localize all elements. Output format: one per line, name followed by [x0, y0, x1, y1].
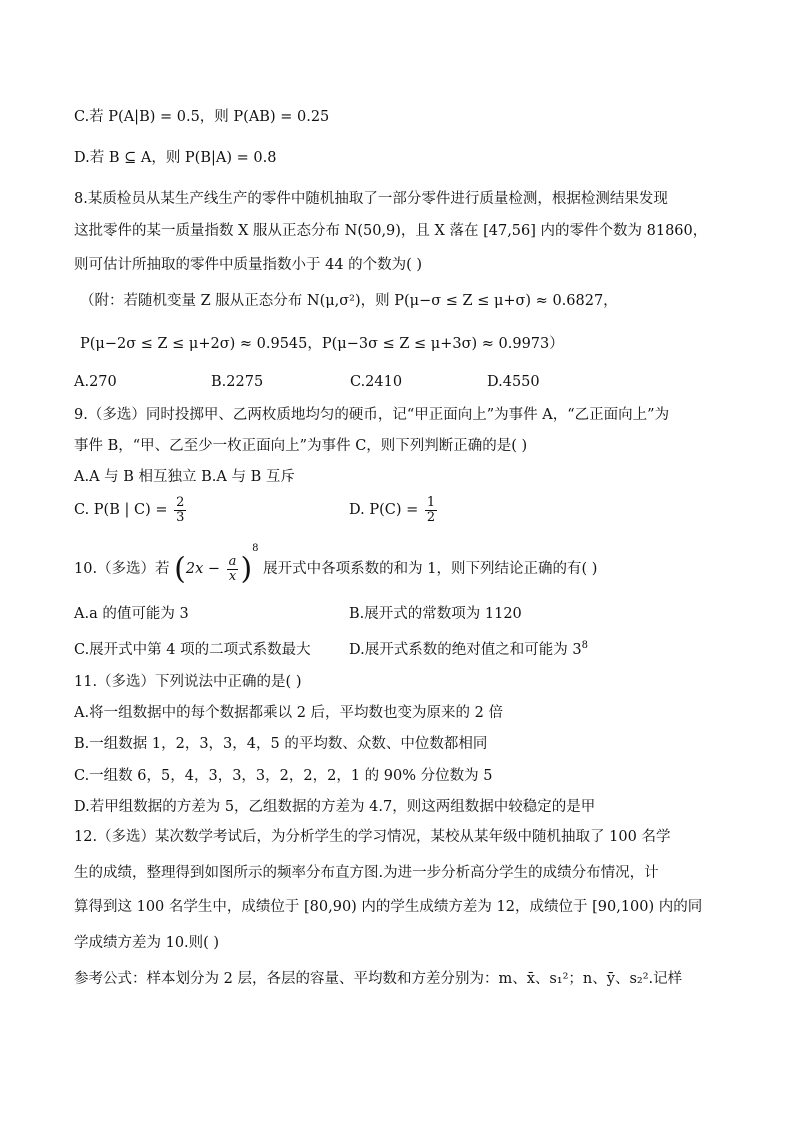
q7-option-c: C.若 P(A|B) = 0.5，则 P(AB) = 0.25: [74, 109, 330, 125]
q8-stem-line1: 8.某质检员从某生产线生产的零件中随机抽取了一部分零件进行质量检测，根据检测结果发现: [74, 191, 668, 207]
q9-option-c-label: C. P(B | C) =: [74, 502, 168, 519]
q8-stem-line3: 则可估计所抽取的零件中质量指数小于 44 的个数为( ): [74, 257, 423, 273]
q12-stem-line1: 12.（多选）某次数学考试后，为分析学生的学习情况，某校从某年级中随机抽取了 100 名学: [74, 829, 671, 845]
q10-option-a: A.a 的值可能为 3: [74, 606, 189, 622]
q8-stem-line2: 这批零件的某一质量指数 X 服从正态分布 N(50,9)，且 X 落在 [47,56] 内的零件个数为 81860，: [74, 223, 708, 239]
q9-options-ab: A.A 与 B 相互独立 B.A 与 B 互斥: [74, 469, 295, 485]
q9-stem-line1: 9.（多选）同时投掷甲、乙两枚质地均匀的硬币，记“甲正面向上”为事件 A，“乙正面向上”为: [74, 407, 670, 423]
q9-option-c: [74, 496, 188, 524]
q10-stem-prefix: 10.（多选）若: [74, 561, 170, 577]
q9-option-d-fraction: [425, 496, 437, 524]
q9-option-d-denominator: 2: [426, 509, 436, 525]
q10-option-d-text: D.展开式系数的绝对值之和可能为 3: [349, 642, 582, 658]
q10-left-paren: (: [174, 551, 186, 587]
q10-exponent: 8: [252, 543, 259, 554]
q10-expr-denominator: x: [228, 568, 237, 584]
q9-option-c-numerator: 2: [176, 495, 185, 510]
q12-stem-line3: 算得到这 100 名学生中，成绩位于 [80,90) 内的学生成绩方差为 12，成绩位于 [90,100) 内的同: [74, 899, 703, 915]
q10-option-b: B.展开式的常数项为 1120: [349, 606, 522, 622]
q9-option-c-fraction: [174, 496, 186, 524]
q8-note-line2: P(μ−2σ ≤ Z ≤ μ+2σ) ≈ 0.9545，P(μ−3σ ≤ Z ≤ μ+3σ) ≈ 0.9973）: [80, 336, 564, 352]
q8-option-b: B.2275: [211, 374, 264, 390]
q11-option-d: D.若甲组数据的方差为 5，乙组数据的方差为 4.7，则这两组数据中较稳定的是甲: [74, 799, 596, 815]
q10-option-d-exponent: 8: [581, 640, 588, 652]
q11-option-b: B.一组数据 1，2，3，3，4，5 的平均数、众数、中位数都相同: [74, 736, 488, 752]
q10-stem-suffix: 展开式中各项系数的和为 1，则下列结论正确的有( ): [263, 561, 598, 577]
q12-stem-line2: 生的成绩，整理得到如图所示的频率分布直方图.为进一步分析高分学生的成绩分布情况，计: [74, 865, 659, 881]
q10-right-paren: ): [240, 551, 253, 587]
q10-expr-lead: 2x −: [185, 561, 221, 577]
q8-option-d: D.4550: [487, 374, 540, 390]
q9-option-d-numerator: 1: [426, 495, 436, 510]
q11-option-a: A.将一组数据中的每个数据都乘以 2 后，平均数也变为原来的 2 倍: [74, 705, 503, 721]
q9-option-d-label: D. P(C) =: [349, 502, 419, 519]
q9-option-d: [349, 496, 439, 524]
q10-expr-fraction: [227, 555, 239, 583]
q7-option-d: D.若 B ⊆ A，则 P(B|A) = 0.8: [74, 150, 277, 166]
q9-stem-line2: 事件 B，“甲、乙至少一枚正面向上”为事件 C，则下列判断正确的是( ): [74, 438, 528, 454]
q8-option-c: C.2410: [350, 374, 403, 390]
q8-option-a: A.270: [74, 374, 117, 390]
q8-note-line1: （附：若随机变量 Z 服从正态分布 N(μ,σ²)，则 P(μ−σ ≤ Z ≤ μ+σ) ≈ 0.6827，: [80, 293, 618, 309]
q11-stem: 11.（多选）下列说法中正确的是( ): [74, 674, 302, 690]
q10-option-d: [349, 638, 588, 659]
q12-reference-formula: 参考公式：样本划分为 2 层，各层的容量、平均数和方差分别为：m、x̄、s₁²；n、ȳ、s₂².记样: [74, 971, 683, 987]
q12-stem-line4: 学成绩方差为 10.则( ): [74, 935, 220, 951]
q10-expr-numerator: a: [228, 553, 237, 569]
q10-stem: [74, 543, 597, 587]
q9-option-c-denominator: 3: [176, 509, 185, 525]
q10-option-c: C.展开式中第 4 项的二项式系数最大: [74, 642, 311, 658]
q11-option-c: C.一组数 6，5，4，3，3，3，2，2，2，1 的 90% 分位数为 5: [74, 768, 493, 784]
